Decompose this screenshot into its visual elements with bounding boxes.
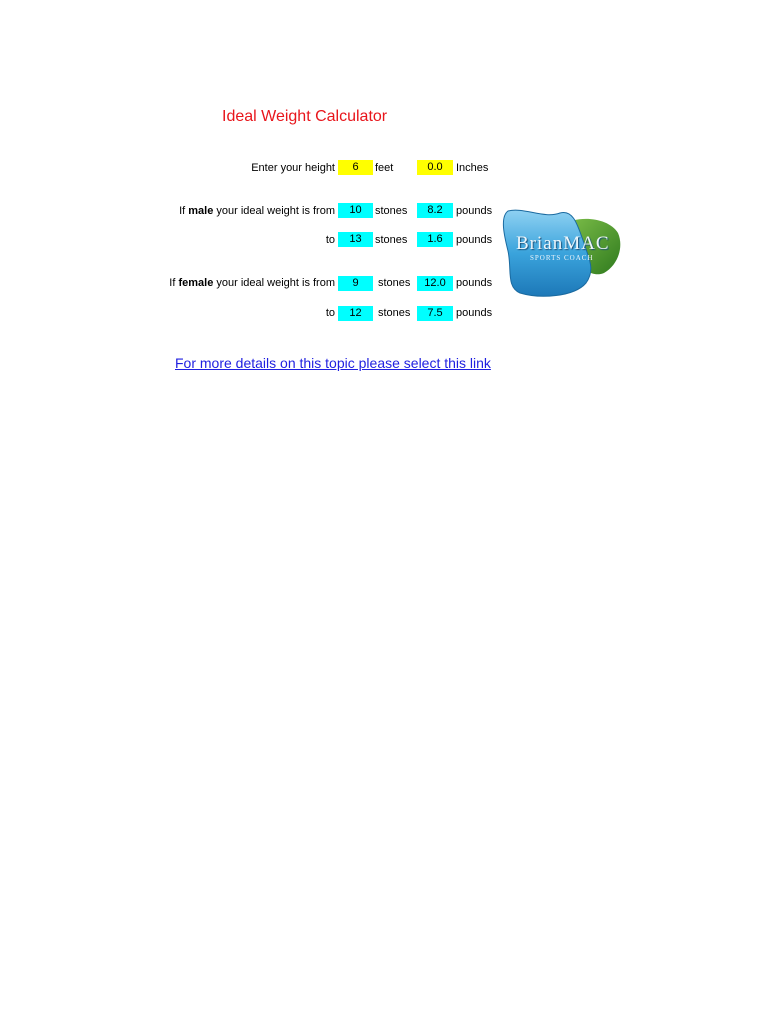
male-from-stones: 10 bbox=[338, 203, 373, 218]
male-from-label bbox=[120, 203, 335, 219]
stones-unit-label: stones bbox=[375, 205, 408, 217]
male-suffix: your ideal weight is from bbox=[216, 205, 335, 217]
page-title: Ideal Weight Calculator bbox=[222, 108, 388, 125]
female-to-label: to bbox=[325, 307, 335, 319]
pounds-unit-label: pounds bbox=[456, 307, 493, 319]
feet-unit-label: feet bbox=[375, 162, 394, 174]
brianmac-logo[interactable] bbox=[500, 203, 622, 301]
logo-brand-text: BrianMAC bbox=[516, 233, 610, 254]
male-to-pounds: 1.6 bbox=[417, 232, 453, 247]
height-inches-input[interactable]: 0.0 bbox=[417, 160, 453, 175]
female-gender: female bbox=[178, 277, 214, 289]
male-gender: male bbox=[188, 205, 214, 217]
male-to-stones: 13 bbox=[338, 232, 373, 247]
pounds-unit-label: pounds bbox=[456, 205, 493, 217]
logo-tagline: SPORTS COACH bbox=[530, 254, 594, 262]
female-from-label bbox=[110, 275, 335, 291]
inches-unit-label: Inches bbox=[456, 162, 489, 174]
more-details-link[interactable]: For more details on this topic please select this link bbox=[175, 355, 491, 371]
male-prefix: If bbox=[179, 205, 186, 217]
female-from-pounds: 12.0 bbox=[417, 276, 453, 291]
pounds-unit-label: pounds bbox=[456, 234, 493, 246]
stones-unit-label: stones bbox=[378, 307, 411, 319]
height-label: Enter your height bbox=[251, 162, 335, 174]
female-from-stones: 9 bbox=[338, 276, 373, 291]
stones-unit-label: stones bbox=[378, 277, 411, 289]
stones-unit-label: stones bbox=[375, 234, 408, 246]
female-suffix: your ideal weight is from bbox=[216, 277, 335, 289]
female-to-pounds: 7.5 bbox=[417, 306, 453, 321]
female-to-stones: 12 bbox=[338, 306, 373, 321]
pounds-unit-label: pounds bbox=[456, 277, 493, 289]
male-from-pounds: 8.2 bbox=[417, 203, 453, 218]
male-to-label: to bbox=[325, 234, 335, 246]
height-feet-input[interactable]: 6 bbox=[338, 160, 373, 175]
female-prefix: If bbox=[169, 277, 176, 289]
